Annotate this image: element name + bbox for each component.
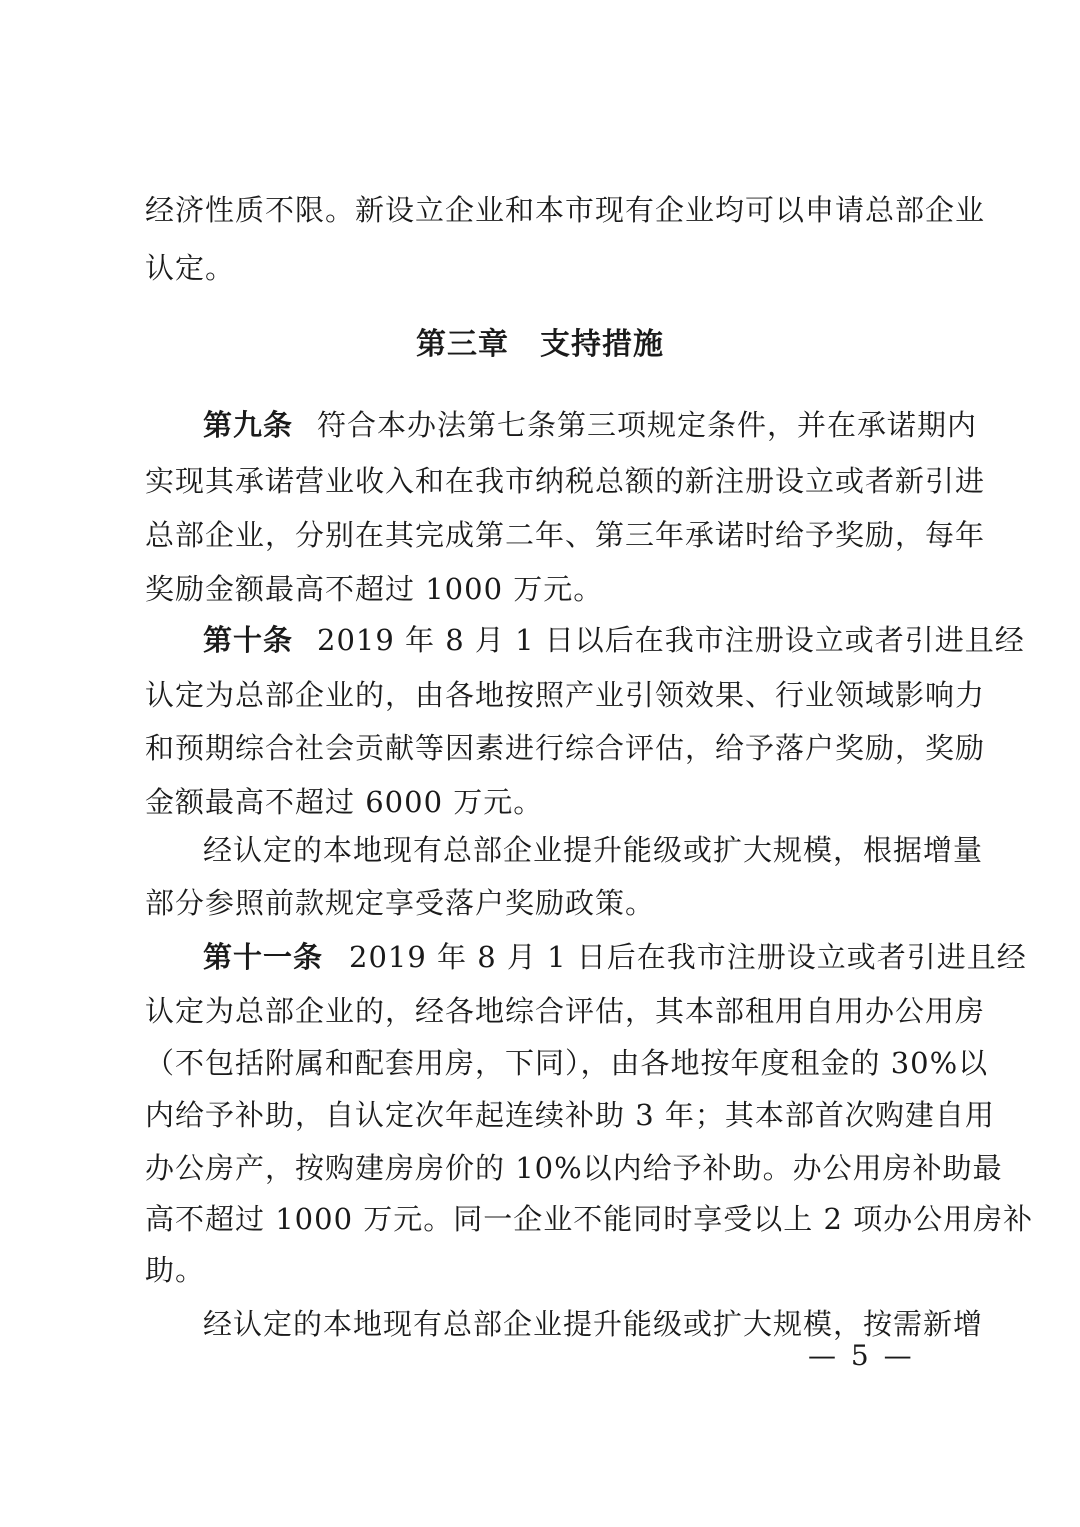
text-line: 金额最高不超过 6000 万元。 [145,785,544,819]
text-line: 认定为总部企业的，由各地按照产业引领效果、行业领域影响力 [145,678,986,712]
text-line: （不包括附属和配套用房，下同），由各地按年度租金的 30%以 [145,1046,989,1080]
text-line: 部分参照前款规定享受落户奖励政策。 [145,886,656,920]
text-line: 内给予补助，自认定次年起连续补助 3 年；其本部首次购建自用 [145,1098,995,1132]
article-9-label: 第九条 [203,408,294,442]
text-line: 实现其承诺营业收入和在我市纳税总额的新注册设立或者新引进 [145,464,986,498]
article-10-text: 2019 年 8 月 1 日以后在我市注册设立或者引进且经 [317,623,1025,657]
page-number: — 5 — [808,1339,915,1372]
text-line: 认定。 [145,251,236,285]
article-10-label: 第十条 [203,623,294,657]
text-line: 高不超过 1000 万元。同一企业不能同时享受以上 2 项办公用房补 [145,1202,1034,1236]
text-line: 经济性质不限。新设立企业和本市现有企业均可以申请总部企业 [145,193,986,227]
article-11-line-1 [203,937,1027,977]
text-line: 和预期综合社会贡献等因素进行综合评估，给予落户奖励，奖励 [145,731,986,765]
text-line: 经认定的本地现有总部企业提升能级或扩大规模，按需新增 [203,1307,984,1341]
chapter-title: 第三章 支持措施 [416,327,664,362]
text-line: 奖励金额最高不超过 1000 万元。 [145,572,604,606]
text-line: 办公房产，按购建房房价的 10%以内给予补助。办公用房补助最 [145,1151,1003,1185]
text-line: 经认定的本地现有总部企业提升能级或扩大规模，根据增量 [203,833,984,867]
article-9-text: 符合本办法第七条第三项规定条件，并在承诺期内 [317,408,978,442]
text-line: 总部企业，分别在其完成第二年、第三年承诺时给予奖励，每年 [145,518,986,552]
article-11-text: 2019 年 8 月 1 日后在我市注册设立或者引进且经 [349,940,1027,974]
text-line: 助。 [145,1253,206,1287]
article-10-line-1 [203,620,1025,660]
article-11-label: 第十一条 [203,940,324,974]
article-9-line-1 [203,405,978,445]
text-line: 认定为总部企业的，经各地综合评估，其本部租用自用办公用房 [145,994,986,1028]
